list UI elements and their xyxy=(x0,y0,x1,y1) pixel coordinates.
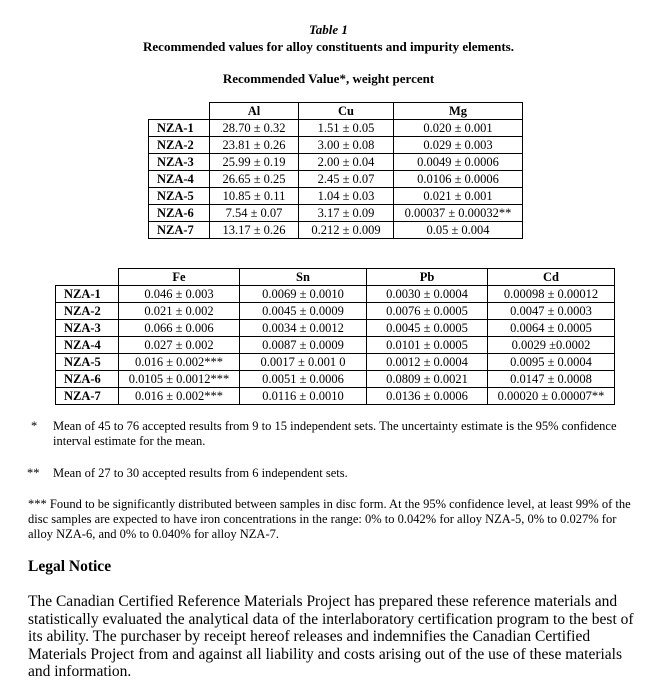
row-label: NZA-3 xyxy=(149,154,210,171)
table-al-cu-mg xyxy=(148,102,523,239)
table-cell: 2.45 ± 0.07 xyxy=(299,171,394,188)
table-row xyxy=(56,371,615,388)
table-title: Recommended values for alloy constituents and impurity elements. xyxy=(143,39,514,54)
table-cell: 0.0049 ± 0.0006 xyxy=(394,154,523,171)
column-header-mg: Mg xyxy=(394,103,523,120)
table-row xyxy=(149,188,523,205)
table-cell: 0.00020 ± 0.00007** xyxy=(488,388,615,405)
table-caption: Table 1 xyxy=(309,22,348,37)
legal-notice-heading: Legal Notice xyxy=(28,558,112,575)
legal-notice-body: The Canadian Certified Reference Materials Project has prepared these reference materials and statistically evaluated the analytical data of the interlaboratory certification program to the best of its ability. The purchaser by receipt hereof releases and indemnifies the Canadian Certified Materials Project from and against all liability and costs arising out of the use of these materials and information. xyxy=(28,593,634,681)
table-cell: 7.54 ± 0.07 xyxy=(210,205,299,222)
footnote-2-text: Mean of 27 to 30 accepted results from 6 independent sets. xyxy=(53,466,348,480)
table-header-row xyxy=(56,269,615,286)
column-header-cu: Cu xyxy=(299,103,394,120)
table-cell: 0.0045 ± 0.0009 xyxy=(240,303,367,320)
row-label: NZA-1 xyxy=(149,120,210,137)
table-cell: 25.99 ± 0.19 xyxy=(210,154,299,171)
table-cell: 0.0030 ± 0.0004 xyxy=(367,286,488,303)
table-cell: 28.70 ± 0.32 xyxy=(210,120,299,137)
table-cell: 0.0051 ± 0.0006 xyxy=(240,371,367,388)
footnote-2-marker: ** xyxy=(27,466,40,480)
table-corner-cell xyxy=(56,269,119,286)
table-cell: 3.00 ± 0.08 xyxy=(299,137,394,154)
table-cell: 0.0116 ± 0.0010 xyxy=(240,388,367,405)
column-header-sn: Sn xyxy=(240,269,367,286)
row-label: NZA-3 xyxy=(56,320,119,337)
table-row xyxy=(56,388,615,405)
table-cell: 0.0136 ± 0.0006 xyxy=(367,388,488,405)
table-cell: 0.0087 ± 0.0009 xyxy=(240,337,367,354)
footnote-1-marker: * xyxy=(31,419,38,433)
column-header-cd: Cd xyxy=(488,269,615,286)
table-cell: 0.027 ± 0.002 xyxy=(119,337,240,354)
table-cell: 0.00098 ± 0.00012 xyxy=(488,286,615,303)
table-row xyxy=(56,286,615,303)
table-cell: 0.0047 ± 0.0003 xyxy=(488,303,615,320)
footnote-1-text: Mean of 45 to 76 accepted results from 9 to 15 independent sets. The uncertainty estimate is the 95% confidence interval estimate for the mean. xyxy=(53,419,617,448)
row-label: NZA-4 xyxy=(149,171,210,188)
footnote-3-text: *** Found to be significantly distributed between samples in disc form. At the 95% confidence level, at least 99% of the disc samples are expected to have iron concentrations in the range: 0% to 0.042% for alloy NZA-5, 0% to 0.027% for alloy NZA-6, and 0% to 0.040% for alloy NZA-7. xyxy=(28,497,631,541)
table-cell: 0.066 ± 0.006 xyxy=(119,320,240,337)
table-row xyxy=(56,303,615,320)
row-label: NZA-5 xyxy=(56,354,119,371)
table-cell: 0.00037 ± 0.00032** xyxy=(394,205,523,222)
row-label: NZA-7 xyxy=(56,388,119,405)
table-cell: 0.0076 ± 0.0005 xyxy=(367,303,488,320)
row-label: NZA-5 xyxy=(149,188,210,205)
table-subtitle: Recommended Value*, weight percent xyxy=(222,71,435,86)
table-corner-cell xyxy=(149,103,210,120)
table-cell: 0.021 ± 0.002 xyxy=(119,303,240,320)
row-label: NZA-1 xyxy=(56,286,119,303)
table-cell: 0.0069 ± 0.0010 xyxy=(240,286,367,303)
table-cell: 0.0017 ± 0.001 0 xyxy=(240,354,367,371)
table-header-row xyxy=(149,103,523,120)
table-cell: 23.81 ± 0.26 xyxy=(210,137,299,154)
table-cell: 0.212 ± 0.009 xyxy=(299,222,394,239)
table-row xyxy=(149,205,523,222)
column-header-al: Al xyxy=(210,103,299,120)
table-cell: 0.0012 ± 0.0004 xyxy=(367,354,488,371)
table-cell: 0.0045 ± 0.0005 xyxy=(367,320,488,337)
table-fe-sn-pb-cd xyxy=(55,268,615,405)
row-label: NZA-6 xyxy=(56,371,119,388)
table-cell: 2.00 ± 0.04 xyxy=(299,154,394,171)
column-header-fe: Fe xyxy=(119,269,240,286)
table-cell: 1.51 ± 0.05 xyxy=(299,120,394,137)
table-cell: 13.17 ± 0.26 xyxy=(210,222,299,239)
table-cell: 0.0147 ± 0.0008 xyxy=(488,371,615,388)
row-label: NZA-2 xyxy=(149,137,210,154)
table-cell: 0.021 ± 0.001 xyxy=(394,188,523,205)
table-row xyxy=(56,320,615,337)
table-cell: 0.0105 ± 0.0012*** xyxy=(119,371,240,388)
table-row xyxy=(56,337,615,354)
table-row xyxy=(149,137,523,154)
table-cell: 0.016 ± 0.002*** xyxy=(119,388,240,405)
table-row xyxy=(56,354,615,371)
table-cell: 0.0064 ± 0.0005 xyxy=(488,320,615,337)
table-cell: 0.0029 ±0.0002 xyxy=(488,337,615,354)
table-cell: 0.0809 ± 0.0021 xyxy=(367,371,488,388)
table-cell: 26.65 ± 0.25 xyxy=(210,171,299,188)
table-cell: 0.0101 ± 0.0005 xyxy=(367,337,488,354)
table-row xyxy=(149,171,523,188)
table-cell: 10.85 ± 0.11 xyxy=(210,188,299,205)
table-cell: 0.016 ± 0.002*** xyxy=(119,354,240,371)
table-row xyxy=(149,154,523,171)
table-cell: 0.046 ± 0.003 xyxy=(119,286,240,303)
table-row xyxy=(149,222,523,239)
row-label: NZA-6 xyxy=(149,205,210,222)
table-cell: 1.04 ± 0.03 xyxy=(299,188,394,205)
table-row xyxy=(149,120,523,137)
table-cell: 0.029 ± 0.003 xyxy=(394,137,523,154)
column-header-pb: Pb xyxy=(367,269,488,286)
row-label: NZA-2 xyxy=(56,303,119,320)
table-cell: 0.0106 ± 0.0006 xyxy=(394,171,523,188)
row-label: NZA-7 xyxy=(149,222,210,239)
table-cell: 0.0034 ± 0.0012 xyxy=(240,320,367,337)
table-cell: 3.17 ± 0.09 xyxy=(299,205,394,222)
row-label: NZA-4 xyxy=(56,337,119,354)
table-cell: 0.05 ± 0.004 xyxy=(394,222,523,239)
table-cell: 0.020 ± 0.001 xyxy=(394,120,523,137)
table-cell: 0.0095 ± 0.0004 xyxy=(488,354,615,371)
